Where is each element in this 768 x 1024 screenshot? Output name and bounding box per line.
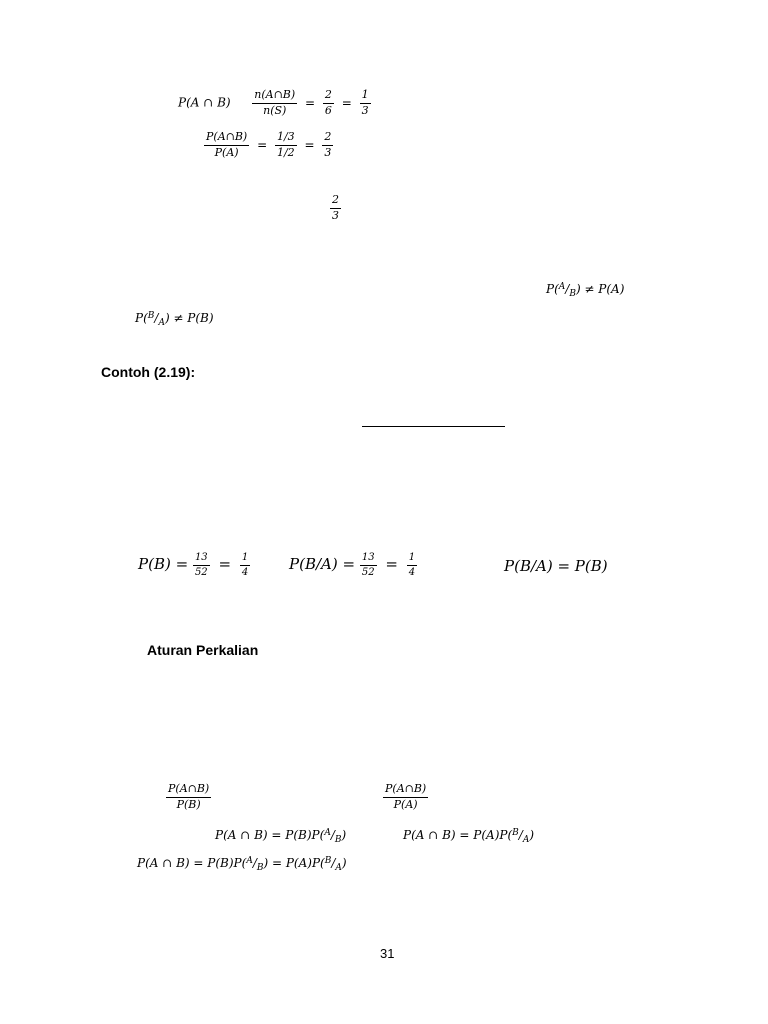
formula-p-b: P(B) = $\frac{13}{52}$ = $\frac{1}{4}$ [138, 552, 249, 578]
fraction: $\frac{1}{3}$ [361, 88, 369, 117]
fraction: $\frac{2}{3}$ [324, 130, 332, 159]
formula-fraction-over-p-a [383, 783, 428, 811]
example-heading: Contoh (2.19): [101, 364, 196, 380]
formula-text: P(A ∩ B) [178, 95, 231, 110]
formula-multiplication-rule-combined: P(A ∩ $B) = P(B)P(^A/_B) = P(A)P(^B/_A)$ [137, 855, 347, 874]
formula-intersection-probability: P(A ∩ B) $\frac{n(A\cap B)}{n(S)}$ = $\frac{2}{6}$ = $\frac{1}{3}$ [178, 88, 369, 117]
fraction: $\frac{2}{6}$ [324, 88, 332, 117]
multiplication-rule-heading: Aturan Perkalian [147, 642, 259, 658]
formula-inequality-b: $P(^B/_A) \ne P(B)$ [135, 310, 214, 329]
formula-fraction-over-p-b [166, 783, 211, 811]
formula-inequality-a: $P(^A/_B) \ne P(A)$ [546, 281, 625, 300]
fraction: $\frac{1}{4}$ [408, 552, 416, 578]
fraction: $\frac{1}{4}$ [241, 552, 249, 578]
fraction: $\frac{P(A\cap B)}{P(A)}$ [206, 130, 248, 159]
formula-p-b-given-a: P(B/A) = $\frac{13}{52}$ = $\frac{1}{4}$ [289, 552, 416, 578]
formula-conditional-probability: $\frac{P(A\cap B)}{P(A)}$ = $\frac{1/3}{1/2}$ = $\frac{2}{3}$ [206, 130, 332, 159]
page-number: 31 [380, 946, 395, 961]
fraction: $\frac{13}{52}$ [361, 552, 375, 578]
formula-multiplication-rule-a: P(A ∩ $B) = P(A)P(^B/_A)$ [403, 827, 535, 846]
formula-multiplication-rule-b: P(A ∩ $B) = P(B)P(^A/_B)$ [215, 827, 347, 846]
fraction: $\frac{n(A\cap B)}{n(S)}$ [254, 88, 296, 117]
fraction: $\frac{P(A\cap B)}{P(A)}$ [385, 782, 427, 811]
formula-result-fraction [330, 194, 341, 222]
fraction: $\frac{1/3}{1/2}$ [276, 130, 295, 159]
blank-underline [362, 426, 505, 427]
fraction: $\frac{2}{3}$ [332, 193, 339, 222]
formula-independence: P(B/A) = P(B) [504, 557, 608, 575]
fraction: $\frac{13}{52}$ [194, 552, 208, 578]
fraction: $\frac{P(A\cap B)}{P(B)}$ [168, 782, 210, 811]
